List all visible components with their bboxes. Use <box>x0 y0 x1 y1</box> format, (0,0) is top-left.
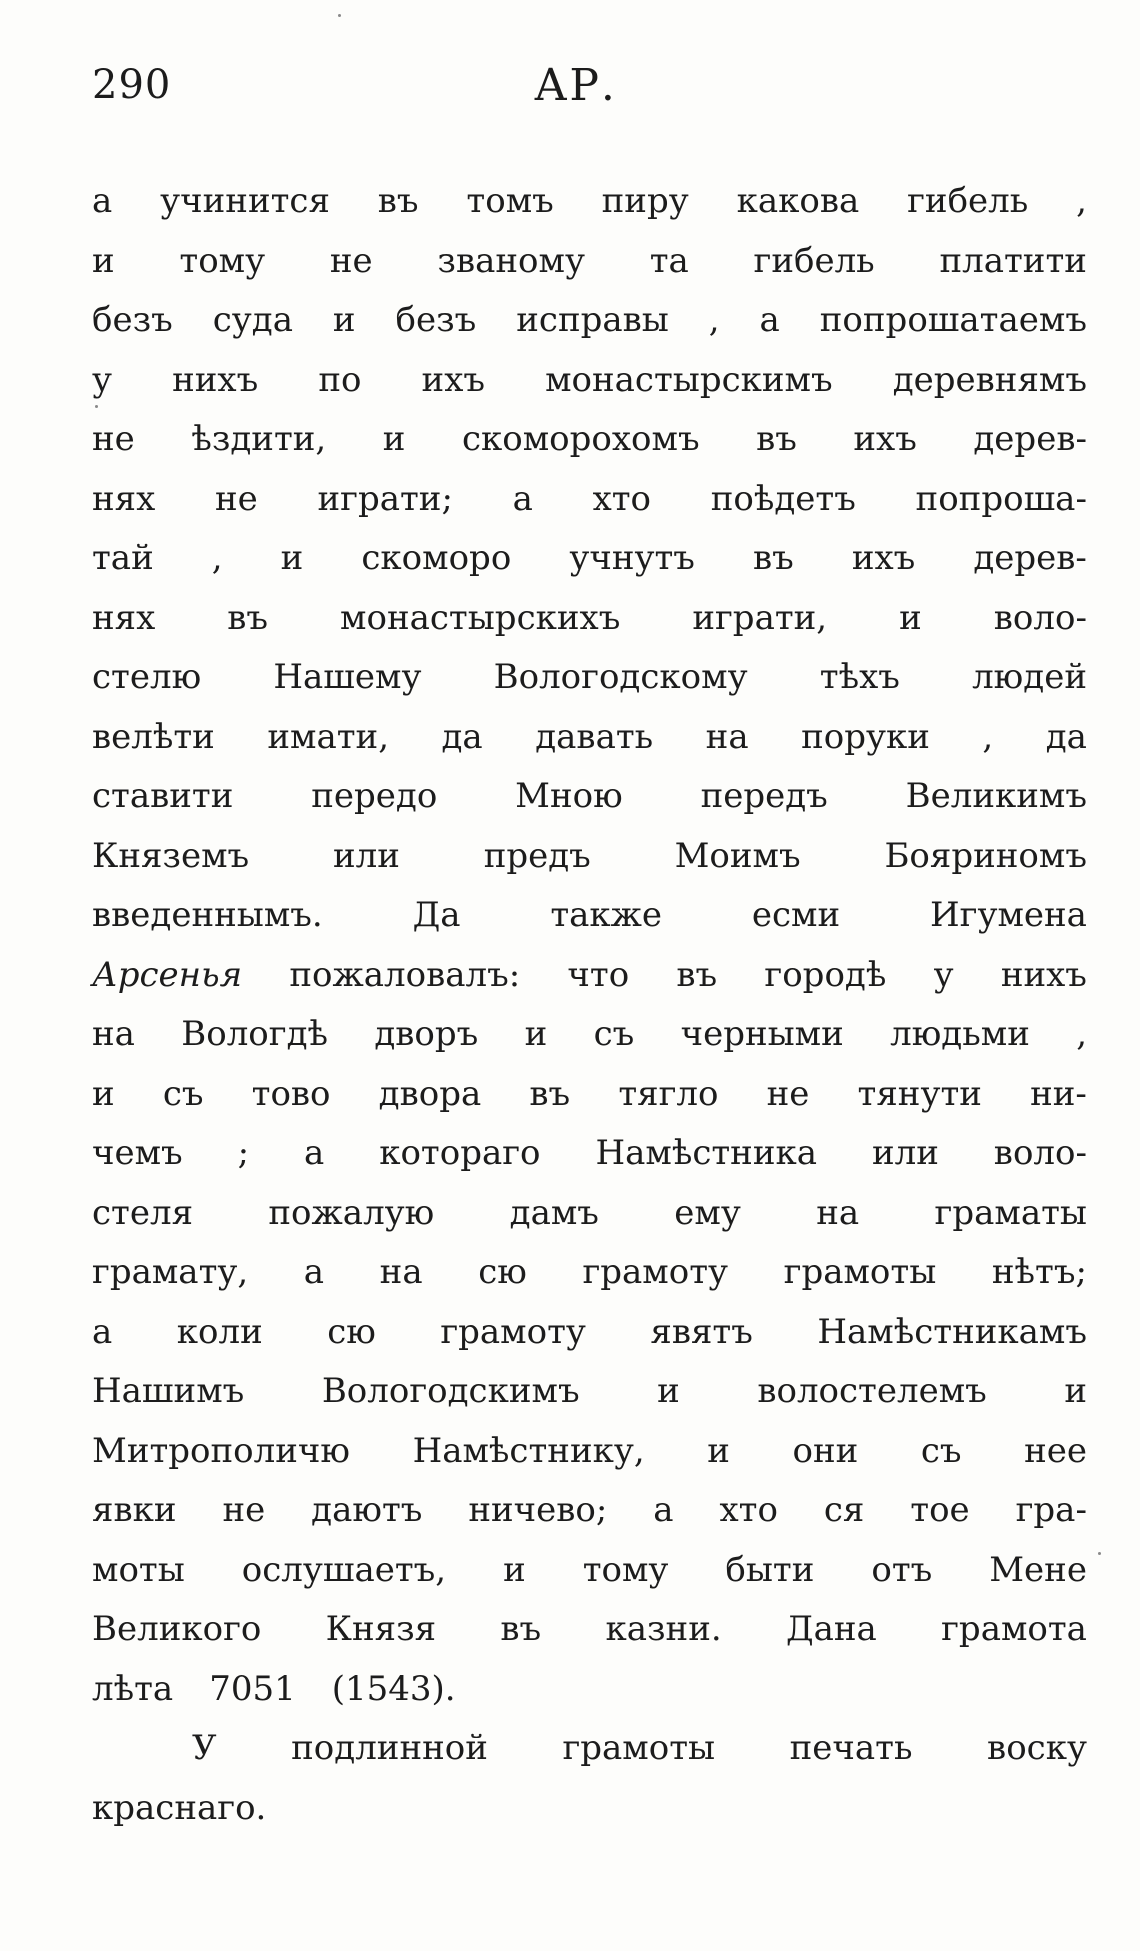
text-word: ему <box>674 1192 741 1233</box>
text-word: давать <box>535 716 654 757</box>
text-word: они <box>792 1430 859 1471</box>
text-word: Князя <box>325 1609 437 1649</box>
text-word: пожалую <box>268 1192 435 1233</box>
text-word: а <box>653 1490 674 1530</box>
text-word: томъ <box>466 181 554 221</box>
text-word: ѣздити, <box>191 419 327 459</box>
text-word: моты <box>92 1549 185 1590</box>
text-line <box>92 1124 1087 1184</box>
text-word: воску <box>987 1728 1087 1768</box>
text-word: и <box>899 597 922 638</box>
text-word: , <box>1076 1014 1087 1054</box>
text-word: скоморо <box>361 538 512 578</box>
text-line <box>92 529 1087 589</box>
text-word: пожаловалъ: <box>289 954 521 995</box>
text-line <box>92 351 1087 411</box>
text-line <box>92 1660 1087 1720</box>
text-word: на <box>816 1192 860 1233</box>
text-word: отъ <box>871 1549 933 1590</box>
text-word: не <box>766 1073 810 1114</box>
text-word: Мною <box>515 776 623 816</box>
text-word: двора <box>378 1073 482 1114</box>
text-word: , <box>982 716 994 757</box>
text-line <box>92 1719 1087 1779</box>
text-word: есми <box>751 895 841 935</box>
text-word: предъ <box>483 835 591 876</box>
text-word: граматы <box>934 1192 1087 1233</box>
text-word: воло- <box>993 1133 1087 1173</box>
text-word: на <box>92 1014 135 1054</box>
text-word: та <box>649 240 689 281</box>
text-word: играти, <box>692 597 828 638</box>
text-word: въ <box>676 954 718 995</box>
text-word: или <box>871 1133 939 1173</box>
text-word: и <box>332 300 356 340</box>
text-word: нихъ <box>1000 954 1087 995</box>
text-word: явки <box>92 1490 177 1530</box>
text-word: хто <box>592 478 652 519</box>
text-word: Дана <box>785 1609 877 1649</box>
text-word: ; <box>237 1133 250 1173</box>
text-word: да <box>441 716 483 757</box>
text-word: или <box>332 835 400 876</box>
text-word: а <box>304 1133 325 1173</box>
text-word: коли <box>176 1311 263 1352</box>
text-word: званому <box>437 240 585 281</box>
text-word: безъ <box>92 300 173 340</box>
text-word: тянути <box>857 1073 982 1114</box>
text-word: велѣти <box>92 716 215 757</box>
text-word: что <box>567 954 630 995</box>
text-word: тово <box>251 1073 331 1114</box>
text-word: Вологодскому <box>493 657 748 697</box>
text-line <box>92 767 1087 827</box>
text-word: дерев- <box>973 538 1087 578</box>
text-line <box>92 708 1087 768</box>
text-line <box>92 1600 1087 1660</box>
text-word: да <box>1045 716 1087 757</box>
text-word: воло- <box>993 597 1087 638</box>
text-word: безъ <box>395 300 477 340</box>
page-header <box>92 62 1082 132</box>
text-word: явятъ <box>650 1311 753 1352</box>
text-word: какова <box>736 181 860 221</box>
text-word: черными <box>680 1014 844 1054</box>
text-word: а <box>303 1252 325 1292</box>
text-word: подлинной <box>291 1728 488 1768</box>
text-line <box>92 1541 1087 1601</box>
text-word: грамоту <box>582 1252 729 1292</box>
text-word: Мене <box>989 1549 1087 1590</box>
text-word: чемъ <box>92 1133 183 1173</box>
text-word: Намѣстника <box>595 1133 818 1173</box>
text-word: Великимъ <box>905 776 1087 816</box>
text-word: не <box>222 1490 266 1530</box>
text-word: деревнямъ <box>892 359 1087 400</box>
text-word: также <box>550 895 663 935</box>
text-word: а <box>92 181 113 221</box>
text-word: , <box>708 300 720 340</box>
text-word: сю <box>478 1252 527 1292</box>
text-word: Великого <box>92 1609 262 1649</box>
text-word: попроша- <box>915 478 1087 519</box>
page-number: 290 <box>92 62 172 108</box>
text-word: , <box>1076 181 1087 221</box>
text-word: введеннымъ. <box>92 895 323 935</box>
text-line <box>92 1481 1087 1541</box>
text-line <box>92 827 1087 887</box>
text-word: Моимъ <box>674 835 801 876</box>
text-word: а <box>759 300 780 340</box>
paper-speck <box>338 14 341 17</box>
text-word: У <box>192 1728 217 1768</box>
text-line <box>92 589 1087 649</box>
text-word: тѣхъ <box>819 657 900 697</box>
text-word: Намѣстникамъ <box>817 1311 1087 1352</box>
text-word: ни- <box>1030 1073 1087 1114</box>
text-word: скоморохомъ <box>461 419 700 459</box>
text-word: платити <box>939 240 1087 281</box>
text-word: дерев- <box>973 419 1087 459</box>
text-word: и <box>280 538 304 578</box>
text-word: сю <box>327 1311 376 1352</box>
text-word: тай <box>92 538 154 578</box>
text-word: играти; <box>317 478 453 519</box>
text-word: ставити <box>92 776 234 816</box>
text-word: тому <box>179 240 266 281</box>
text-word: поѣдетъ <box>710 478 856 519</box>
text-word: ослушаетъ, <box>241 1549 447 1590</box>
text-line <box>92 886 1087 946</box>
text-word: нях <box>92 478 156 519</box>
body-text <box>92 172 1087 1838</box>
text-word: и <box>1064 1371 1087 1411</box>
text-word: Нашимъ <box>92 1371 245 1411</box>
text-word: гра- <box>1015 1490 1087 1530</box>
text-word: даютъ <box>311 1490 423 1530</box>
text-word: (1543). <box>331 1668 456 1709</box>
text-word: грамоты <box>562 1728 716 1768</box>
text-line <box>92 1303 1087 1363</box>
text-word: тое <box>910 1490 970 1530</box>
text-word: и <box>92 240 115 281</box>
text-word: нях <box>92 597 156 638</box>
text-word: и <box>382 419 406 459</box>
text-line <box>92 648 1087 708</box>
text-word: краснаго. <box>92 1787 267 1828</box>
text-word: Вологдѣ <box>181 1014 329 1054</box>
text-word: тягло <box>618 1073 719 1114</box>
text-word: ничево; <box>468 1490 608 1530</box>
text-word: нѣтъ; <box>991 1252 1087 1292</box>
text-line <box>92 1005 1087 1065</box>
text-word: стеля <box>92 1192 194 1233</box>
text-word: и <box>524 1014 548 1054</box>
text-word: гибель <box>907 181 1029 221</box>
text-word: городѣ <box>764 954 887 995</box>
text-word: не <box>92 419 135 459</box>
text-word: ихъ <box>853 419 917 459</box>
text-word: Игумена <box>929 895 1087 935</box>
text-word: Нашему <box>273 657 422 697</box>
text-word: , <box>211 538 223 578</box>
text-word: а <box>512 478 533 519</box>
text-word: и <box>92 1073 115 1114</box>
text-word: попрошатаемъ <box>819 300 1087 340</box>
text-word: Арсенья <box>92 954 243 995</box>
text-line <box>92 410 1087 470</box>
text-word: съ <box>920 1430 962 1471</box>
text-word: нее <box>1024 1430 1087 1471</box>
text-word: въ <box>756 419 797 459</box>
text-word: дамъ <box>509 1192 599 1233</box>
running-head: АР. <box>534 60 617 111</box>
text-word: у <box>933 954 954 995</box>
text-line <box>92 291 1087 351</box>
text-word: грамота <box>941 1609 1087 1649</box>
text-word: котораго <box>379 1133 541 1173</box>
text-word: съ <box>162 1073 204 1114</box>
text-word: учинится <box>160 181 330 221</box>
text-line <box>92 1422 1087 1482</box>
text-word: лѣта <box>92 1668 174 1709</box>
text-line <box>92 1184 1087 1244</box>
text-word: не <box>214 478 258 519</box>
text-word: ихъ <box>421 359 485 400</box>
text-word: Намѣстнику, <box>412 1430 645 1471</box>
text-word: ся <box>823 1490 865 1530</box>
text-word: монастырскихъ <box>340 597 621 638</box>
text-word: Вологодскимъ <box>321 1371 580 1411</box>
text-word: казни. <box>605 1609 722 1649</box>
text-word: грамату, <box>92 1252 249 1292</box>
text-word: суда <box>212 300 293 340</box>
text-word: въ <box>377 181 419 221</box>
text-word: ихъ <box>851 538 916 578</box>
text-line <box>92 1243 1087 1303</box>
text-word: въ <box>529 1073 571 1114</box>
text-word: на <box>379 1252 423 1292</box>
text-word: гибель <box>753 240 875 281</box>
text-word: не <box>329 240 373 281</box>
text-word: и <box>657 1371 680 1411</box>
text-word: на <box>705 716 749 757</box>
text-word: съ <box>593 1014 635 1054</box>
text-word: грамоту <box>440 1311 586 1352</box>
text-line <box>92 1065 1087 1125</box>
text-line <box>92 232 1087 292</box>
text-word: въ <box>500 1609 542 1649</box>
text-word: у <box>92 359 113 400</box>
text-word: людьми <box>890 1014 1030 1054</box>
text-word: Митрополичю <box>92 1430 350 1471</box>
text-word: Да <box>412 895 461 935</box>
text-word: имати, <box>267 716 389 757</box>
text-line <box>92 946 1087 1006</box>
text-word: нихъ <box>172 359 259 400</box>
paper-speck <box>1098 1552 1101 1555</box>
text-line <box>92 1362 1087 1422</box>
text-word: грамоты <box>783 1252 937 1292</box>
text-word: исправы <box>516 300 669 340</box>
text-word: передъ <box>700 776 828 816</box>
text-word: а <box>92 1311 113 1352</box>
text-line <box>92 1779 1087 1839</box>
text-word: по <box>318 359 362 400</box>
text-word: и <box>707 1430 730 1471</box>
text-word: тому <box>582 1549 669 1590</box>
text-word: пиру <box>601 181 689 221</box>
text-word: быти <box>725 1549 815 1590</box>
text-word: хто <box>719 1490 778 1530</box>
text-word: Бояриномъ <box>884 835 1087 876</box>
text-line <box>92 470 1087 530</box>
text-word: 7051 <box>209 1668 296 1709</box>
text-word: дворъ <box>374 1014 479 1054</box>
text-word: въ <box>227 597 269 638</box>
text-word: печать <box>789 1728 913 1768</box>
text-word: передо <box>311 776 438 816</box>
text-word: учнутъ <box>569 538 695 578</box>
text-word: стелю <box>92 657 202 697</box>
text-word: людей <box>972 657 1087 697</box>
text-word: и <box>503 1549 526 1590</box>
text-word: Княземъ <box>92 835 250 876</box>
text-word: поруки <box>801 716 930 757</box>
text-word: волостелемъ <box>757 1371 987 1411</box>
text-word: монастырскимъ <box>545 359 833 400</box>
text-line <box>92 172 1087 232</box>
text-word: въ <box>752 538 794 578</box>
